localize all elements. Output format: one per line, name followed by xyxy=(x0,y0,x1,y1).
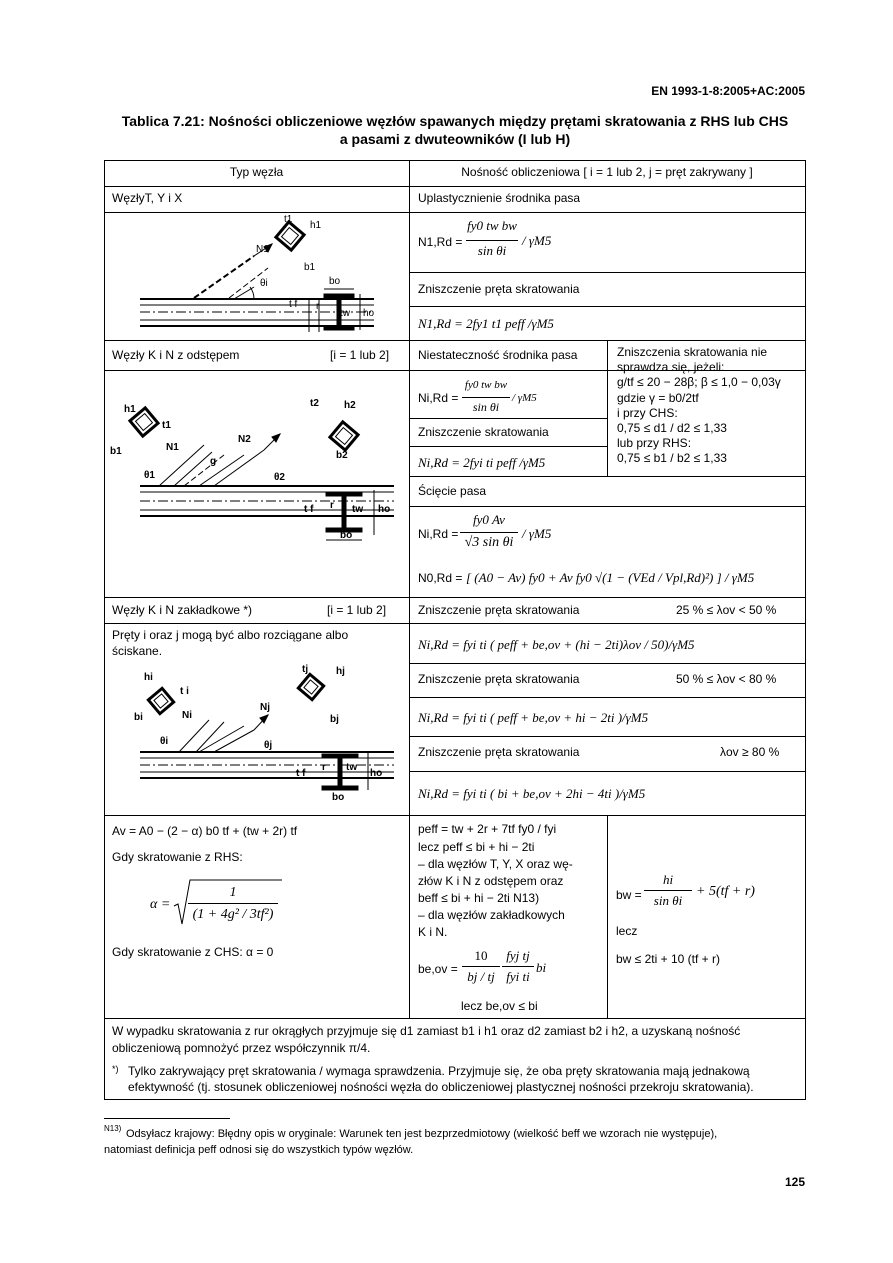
row2-mode1: Niestateczność środnika pasa xyxy=(418,348,578,362)
footnote-line-1: Tylko zakrywający pręt skratowania / wymaga sprawdzenia. Przyjmuje się, że oba pręty skratowania mają jednakową xyxy=(128,1064,750,1078)
r2-tf: t f xyxy=(304,504,314,515)
row1-frac-den: sin θi xyxy=(477,243,507,258)
row2-shear-label: Ni,Rd = xyxy=(418,527,459,541)
row3-index: [i = 1 lub 2] xyxy=(327,603,387,617)
row3-desc2: ściskane. xyxy=(112,644,163,658)
r3-ho: ho xyxy=(370,768,383,779)
peff-line: – dla węzłów T, Y, X oraz wę- xyxy=(418,857,573,871)
row4-alpha-den: (1 + 4g² / 3tf²) xyxy=(192,907,274,922)
r2-h2: h2 xyxy=(344,400,356,411)
row2-shear-num: fy0 Av xyxy=(473,512,505,527)
note-line: Zniszczenia skratowania nie xyxy=(617,345,768,359)
row3-mode-a: Zniszczenie pręta skratowania xyxy=(418,603,580,617)
r3-Ni: Ni xyxy=(182,710,192,721)
page-note-mark: N13) xyxy=(104,1124,122,1133)
r1-r: r xyxy=(316,301,320,312)
r2-bo: bo xyxy=(340,530,353,541)
row3-range-a: 25 % ≤ λov < 50 % xyxy=(676,603,777,617)
row1-frac-num: fy0 tw bw xyxy=(467,218,517,233)
note-line: g/tf ≤ 20 − 28β; β ≤ 1,0 − 0,03γ xyxy=(617,375,781,390)
title-line-2: a pasami z dwuteowników (I lub H) xyxy=(339,131,571,147)
title-line-1: Tablica 7.21: Nośności obliczeniowe węzłów spawanych między prętami skratowania z RHS lub CHS xyxy=(121,113,789,129)
row1-n-label: N1,Rd = xyxy=(418,235,463,249)
row3-mode-c: Zniszczenie pręta skratowania xyxy=(418,745,580,759)
row1-formula2: N1,Rd = 2fy1 t1 peff /γM5 xyxy=(418,316,554,331)
footer-line-1: W wypadku skratowania z rur okrągłych przyjmuje się d1 zamiast b1 i h1 oraz d2 zamiast b2 i h2, a uzyskaną nośność xyxy=(112,1024,741,1038)
r1-ho: ho xyxy=(363,308,375,319)
r2-t2: t2 xyxy=(310,398,319,409)
row1-type: WęzłyT, Y i X xyxy=(112,191,183,205)
r2-b2: b2 xyxy=(336,450,348,461)
row4-chs: Gdy skratowanie z CHS: α = 0 xyxy=(112,945,274,959)
row2-note xyxy=(617,345,781,467)
row4-av: Av = A0 − (2 − α) b0 tf + (tw + 2r) tf xyxy=(112,824,298,838)
col-resistance-header: Nośność obliczeniowa [ i = 1 lub 2, j = pręt zakrywany ] xyxy=(461,165,753,179)
r1-t1: t1 xyxy=(284,214,293,225)
peff-line: beff ≤ bi + hi − 2ti N13) xyxy=(418,891,540,905)
row4-bw-label: bw = xyxy=(616,888,642,902)
row4-beov-limit: lecz be,ov ≤ bi xyxy=(461,999,538,1013)
row2-index: [i = 1 lub 2] xyxy=(330,348,390,362)
row3-mode-b: Zniszczenie pręta skratowania xyxy=(418,672,580,686)
row4-beov-c1-num: 10 xyxy=(474,948,488,963)
note-line: i przy CHS: xyxy=(617,405,678,420)
row1-frac-tail: / γM5 xyxy=(522,233,552,248)
row3-formula-a: Ni,Rd = fyi ti ( peff + be,ov + (hi − 2ti)λov / 50)/γM5 xyxy=(418,637,695,652)
row3-formula-c: Ni,Rd = fyi ti ( bi + be,ov + 2hi − 4ti )/γM5 xyxy=(418,786,646,801)
row3-range-b: 50 % ≤ λov < 80 % xyxy=(676,672,777,686)
r1-tf: t f xyxy=(289,299,298,310)
peff-line: K i N. xyxy=(418,925,448,939)
r1-b1: b1 xyxy=(304,262,316,273)
footnote-mark: *) xyxy=(112,1064,119,1074)
r3-ti: t i xyxy=(180,686,189,697)
r2-tw: tw xyxy=(352,504,364,515)
r2-N1: N1 xyxy=(166,442,179,453)
row2-formula2: Ni,Rd = 2fyi ti peff /γM5 xyxy=(418,455,546,470)
page-number: 125 xyxy=(784,1175,805,1189)
r2-theta2: θ2 xyxy=(274,472,285,483)
row4-peff-lines xyxy=(418,839,573,941)
row2-joint-diagram xyxy=(104,370,409,597)
row4-beov-label: be,ov = xyxy=(418,962,458,976)
note-line: 0,75 ≤ d1 / d2 ≤ 1,33 xyxy=(617,421,727,436)
page-note-line-2: natomiast definicja peff odnosi się do wszystkich typów węzłów. xyxy=(104,1144,414,1156)
note-line: sprawdza się, jeżeli: xyxy=(617,360,725,375)
r2-t1: t1 xyxy=(162,420,171,431)
standard-header: EN 1993-1-8:2005+AC:2005 xyxy=(651,84,805,98)
row4-alpha-num: 1 xyxy=(229,885,237,900)
r3-tf: t f xyxy=(296,768,306,779)
row2-frac-tail: / γM5 xyxy=(512,392,537,404)
row2-shear-tail: / γM5 xyxy=(522,526,552,541)
page-note-line-1: Odsyłacz krajowy: Błędny opis w oryginale: Warunek ten jest bezprzedmiotowy (wielkość beff we wzorach nie występuje), xyxy=(126,1128,718,1140)
r3-tw: tw xyxy=(346,762,358,773)
row4-bw-tail: + 5(tf + r) xyxy=(696,884,755,899)
row2-type: Węzły K i N z odstępem xyxy=(112,348,240,362)
row1-mode2: Zniszczenie pręta skratowania xyxy=(418,282,580,296)
row2-n0-label: N0,Rd = xyxy=(418,571,463,585)
row2-shear-den: √3 sin θi xyxy=(464,535,514,550)
row4-beov-c2-num: fyj tj xyxy=(506,948,530,963)
row2-frac-den: sin θi xyxy=(472,400,500,414)
row3-range-c: λov ≥ 80 % xyxy=(720,745,780,759)
row4-bw-lecz: lecz xyxy=(616,924,638,938)
r1-theta: θi xyxy=(260,278,268,289)
r3-hj: hj xyxy=(336,666,345,677)
row3-formula-b: Ni,Rd = fyi ti ( peff + be,ov + hi − 2ti )/γM5 xyxy=(418,710,649,725)
footer-line-2: obliczeniową pomnożyć przez współczynnik π/4. xyxy=(112,1041,371,1055)
r3-Nj: Nj xyxy=(260,702,270,713)
r3-bi: bi xyxy=(134,712,143,723)
row2-mode2: Zniszczenie skratowania xyxy=(418,425,549,439)
peff-line: – dla węzłów zakładkowych xyxy=(418,908,565,922)
row4-beov-tail: bi xyxy=(536,960,547,975)
row4-beov-c1-den: bj / tj xyxy=(467,969,495,984)
row4-beov-c2-den: fyi ti xyxy=(506,969,530,984)
row4-bw-num: hi xyxy=(662,872,674,887)
r3-bo: bo xyxy=(332,792,345,803)
note-line: 0,75 ≤ b1 / b2 ≤ 1,33 xyxy=(617,451,727,466)
row4-peff: peff = tw + 2r + 7tf fy0 / fyi xyxy=(418,822,557,836)
peff-line: lecz peff ≤ bi + hi − 2ti xyxy=(418,840,535,854)
row1-mode1: Uplastycznienie środnika pasa xyxy=(418,191,581,205)
row4-alpha-label: α = xyxy=(150,897,171,912)
r2-N2: N2 xyxy=(238,434,251,445)
r2-h1: h1 xyxy=(124,404,136,415)
note-line: gdzie γ = b0/2tf xyxy=(617,390,699,405)
footnote-line-2: efektywność (tj. stosunek obliczeniowej nośności węzła do obliczeniowej plastycznej nośności przekroju skratowania). xyxy=(128,1080,754,1094)
r3-r: r xyxy=(322,762,326,773)
row2-mode3: Ścięcie pasa xyxy=(418,484,487,498)
row4-bw-den: sin θi xyxy=(653,893,683,908)
row2-n-label: Ni,Rd = xyxy=(418,391,459,405)
r3-thetai: θi xyxy=(160,736,169,747)
r3-tj: tj xyxy=(302,664,309,675)
r2-r: r xyxy=(330,500,334,511)
r3-bj: bj xyxy=(330,714,339,725)
peff-line: złów K i N z odstępem oraz xyxy=(418,874,564,888)
r3-thetaj: θj xyxy=(264,740,273,751)
r3-hi: hi xyxy=(144,672,153,683)
r2-g: g xyxy=(210,456,217,467)
r1-bo: bo xyxy=(329,276,341,287)
r2-theta1: θ1 xyxy=(144,470,155,481)
note-line: lub przy RHS: xyxy=(617,436,692,451)
r2-ho: ho xyxy=(378,504,391,515)
row4-rhs: Gdy skratowanie z RHS: xyxy=(112,850,243,864)
row4-bw-limit: bw ≤ 2ti + 10 (tf + r) xyxy=(616,952,720,966)
r1-h1: h1 xyxy=(310,220,322,231)
table-title xyxy=(100,112,810,148)
r2-b1: b1 xyxy=(110,446,122,457)
row3-desc1: Pręty i oraz j mogą być albo rozciągane albo xyxy=(112,628,349,642)
r1-N1: N1 xyxy=(256,244,269,255)
r1-tw: tw xyxy=(340,308,350,319)
row2-n0-formula: [ (A0 − Av) fy0 + Av fy0 √(1 − (VEd / Vpl,Rd)²) ] / γM5 xyxy=(466,570,755,585)
row3-type: Węzły K i N zakładkowe *) xyxy=(112,603,253,617)
col-type-header: Typ węzła xyxy=(229,165,284,179)
row2-frac-num: fy0 tw bw xyxy=(464,379,508,391)
row3-joint-diagram xyxy=(104,660,409,815)
row1-joint-diagram xyxy=(104,212,409,340)
